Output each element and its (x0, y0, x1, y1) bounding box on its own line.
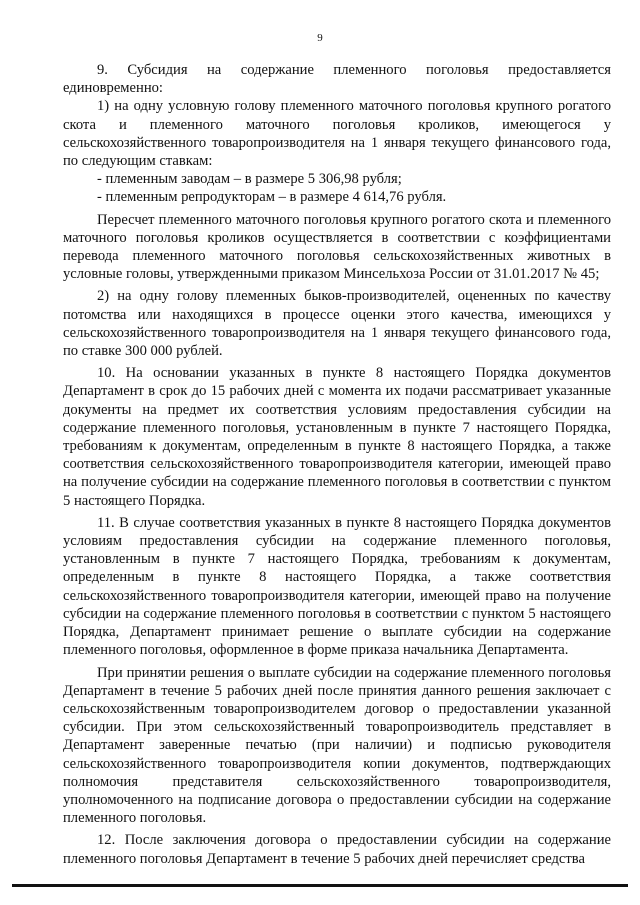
paragraph-11: 11. В случае соответствия указанных в пункте 8 настоящего Порядка документов условиям предоставления субсидии на содержание племенного поголовья, установленным в пункте 7 настоящего Порядка, требованиям к документам, определенным в пункте 8 настоящего Порядка, а также соответствия сельскохозяйственного товаропроизводителя категории, имеющей право на получение субсидии на содержание племенного поголовья в соответствии с пунктом 5 настоящего Порядка, Департамент принимает решение о выплате субсидии на содержание племенного поголовья, оформленное в форме приказа начальника Департамента. (63, 514, 611, 659)
recalculation-paragraph: Пересчет племенного маточного поголовья крупного рогатого скота и племенного маточного поголовья кроликов осуществляется в соответствии с коэффициентами перевода племенного маточного поголовья сельскохозяйственных животных в условные головы, утвержденными приказом Минсельхоза России от 31.01.2017 № 45; (63, 211, 611, 283)
document-body (63, 61, 611, 868)
rate-breeding-reproducers: - племенным репродукторам – в размере 4 614,76 рубля. (97, 189, 447, 206)
page-number: 9 (317, 32, 323, 44)
contract-paragraph: При принятии решения о выплате субсидии на содержание племенного поголовья Департамент в течение 5 рабочих дней после принятия данного решения заключает с сельскохозяйственным товаропроизводителем договор о предоставлении указанной субсидии. При этом сельскохозяйственный товаропроизводитель представляет в Департамент заверенные печатью (при наличии) и подписью руководителя сельскохозяйственного товаропроизводителя копии документов, подтверждающих полномочия представителя сельскохозяйственного товаропроизводителя, уполномоченного на подписание договора о предоставлении субсидии на содержание племенного поголовья. (63, 664, 611, 827)
paragraph-12: 12. После заключения договора о предоставлении субсидии на содержание племенного поголовья Департамент в течение 5 рабочих дней перечисляет средства (63, 832, 611, 867)
paragraph-10: 10. На основании указанных в пункте 8 настоящего Порядка документов Департамент в срок до 15 рабочих дней с момента их подачи рассматривает указанные документы на предмет их соответствия условиям предоставления субсидии на содержание племенного поголовья, установленным в пункте 7 настоящего Порядка, требованиям к документам, определенным в пункте 8 настоящего Порядка, а также соответствия сельскохозяйственного товаропроизводителя категории, имеющей право на получение субсидии на содержание племенного поголовья в соответствии с пунктом 5 настоящего Порядка. (63, 365, 611, 509)
bottom-rule (12, 884, 628, 887)
paragraph-9-item-1: 1) на одну условную голову племенного маточного поголовья крупного рогатого скота и племенного маточного поголовья кроликов, имеющегося у сельскохозяйственного товаропроизводителя на 1 января текущего финансового года, по следующим ставкам: (63, 98, 611, 170)
paragraph-9: 9. Субсидия на содержание племенного поголовья предоставляется единовременно: (63, 62, 611, 97)
rate-breeding-plants: - племенным заводам – в размере 5 306,98 рубля; (97, 171, 402, 188)
paragraph-9-item-2: 2) на одну голову племенных быков-производителей, оцененных по качеству потомства или находящихся в процессе оценки этого качества, имеющихся у сельскохозяйственного товаропроизводителя на 1 января текущего финансового года, по ставке 300 000 рублей. (63, 288, 611, 360)
